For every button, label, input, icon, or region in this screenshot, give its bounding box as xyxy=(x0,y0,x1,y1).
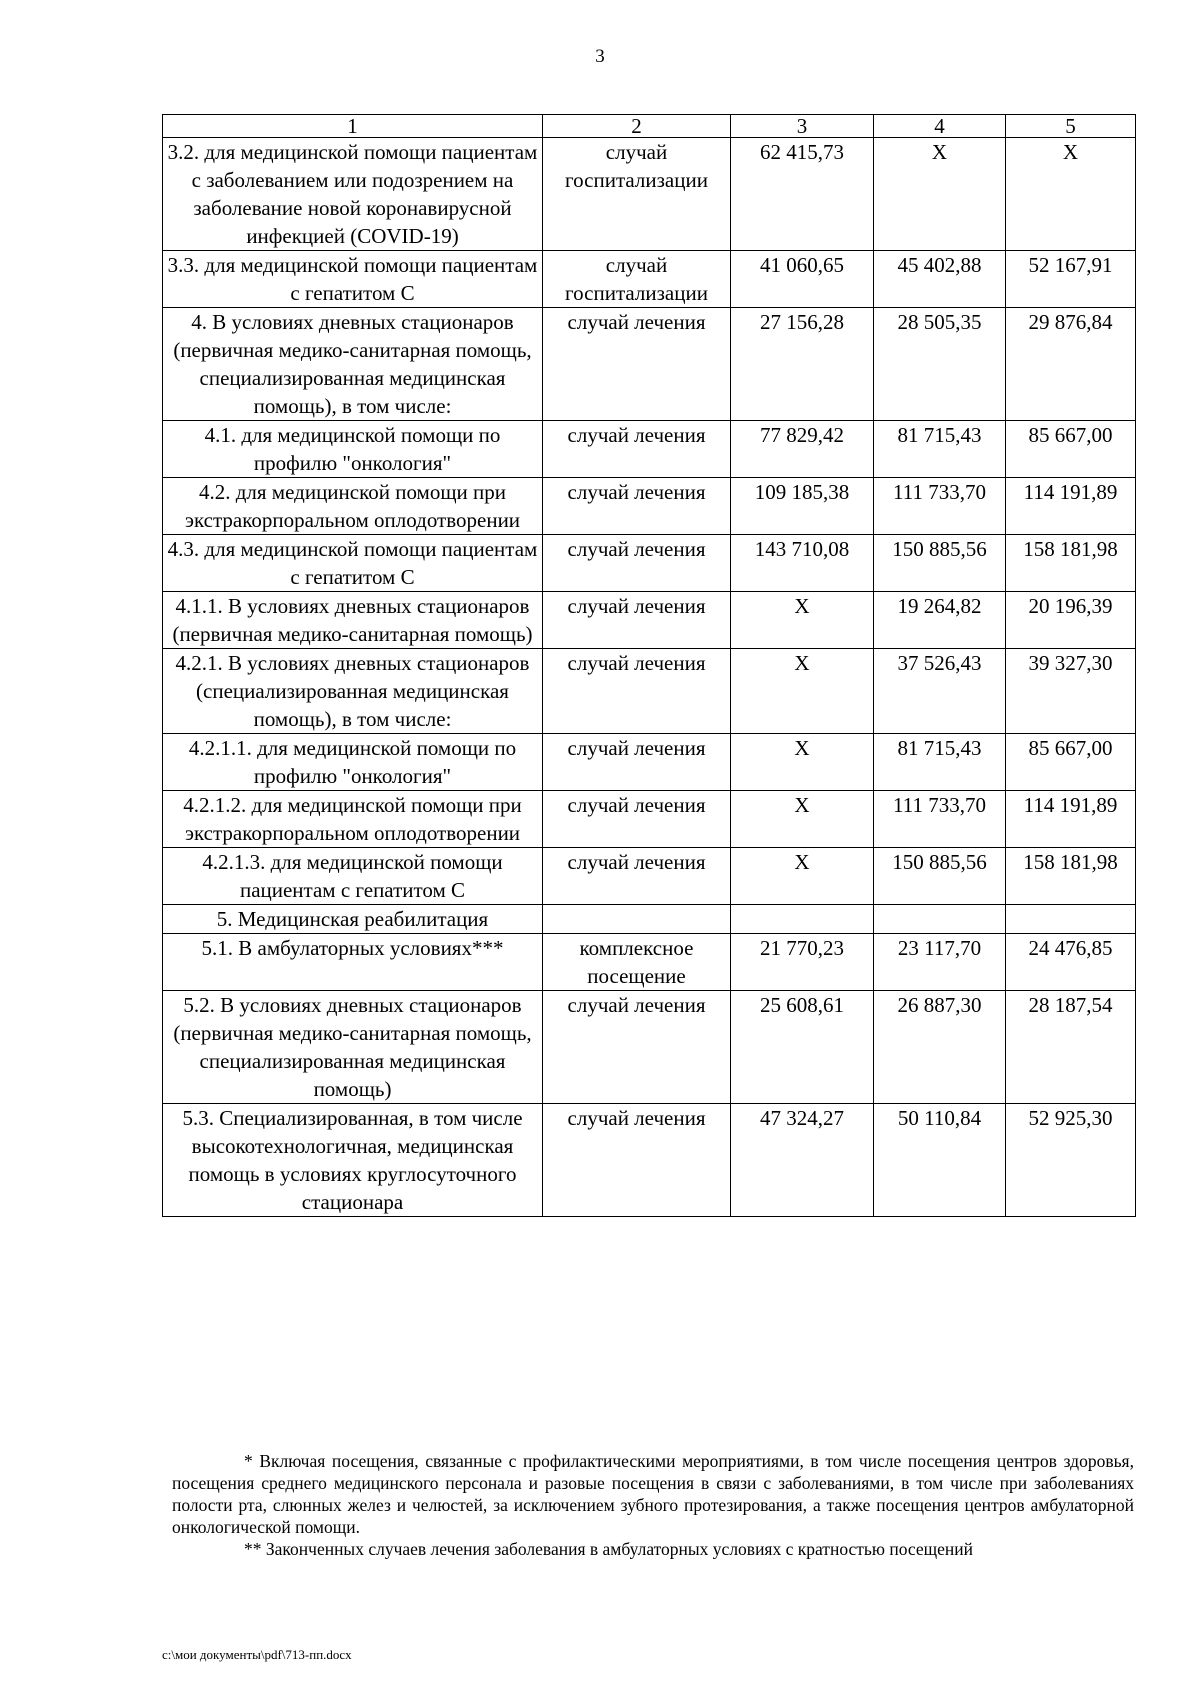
unit-cell: случай лечения xyxy=(543,421,731,478)
value-cell-5: 28 187,54 xyxy=(1006,991,1136,1104)
value-cell-3: X xyxy=(731,649,874,734)
table-row xyxy=(163,308,1136,421)
value-cell-4: 50 110,84 xyxy=(874,1104,1006,1217)
unit-cell: случай госпитализации xyxy=(543,251,731,308)
value-cell-3: 27 156,28 xyxy=(731,308,874,421)
unit-cell: случай лечения xyxy=(543,649,731,734)
unit-cell: случай лечения xyxy=(543,478,731,535)
footnote: * Включая посещения, связанные с профилактическими мероприятиями, в том числе посещения центров здоровья, посещения среднего медицинского персонала и разовые посещения в связи с заболеваниями, в том числе при заболеваниях полости рта, слюнных желез и челюстей, за исключением зубного протезирования, а также посещения центров амбулаторной онкологической помощи. xyxy=(172,1451,1134,1537)
row-label: 4.3. для медицинской помощи пациентам с гепатитом С xyxy=(163,535,543,592)
value-cell-3: 47 324,27 xyxy=(731,1104,874,1217)
value-cell-5: 114 191,89 xyxy=(1006,478,1136,535)
value-cell-5: 24 476,85 xyxy=(1006,934,1136,991)
value-cell-4: 150 885,56 xyxy=(874,848,1006,905)
row-label: 3.2. для медицинской помощи пациентам с заболеванием или подозрением на заболевание новой коронавирусной инфекцией (COVID-19) xyxy=(163,138,543,251)
row-label: 4.2.1.2. для медицинской помощи при экстракорпоральном оплодотворении xyxy=(163,791,543,848)
unit-cell: случай лечения xyxy=(543,592,731,649)
table-row xyxy=(163,905,1136,934)
value-cell-3: 77 829,42 xyxy=(731,421,874,478)
row-label: 5. Медицинская реабилитация xyxy=(163,905,543,934)
unit-cell: случай госпитализации xyxy=(543,138,731,251)
value-cell-4: 111 733,70 xyxy=(874,478,1006,535)
column-header: 5 xyxy=(1006,115,1136,138)
value-cell-5: 20 196,39 xyxy=(1006,592,1136,649)
value-cell-4: 81 715,43 xyxy=(874,734,1006,791)
value-cell-3: 21 770,23 xyxy=(731,934,874,991)
row-label: 4.1.1. В условиях дневных стационаров (первичная медико-санитарная помощь) xyxy=(163,592,543,649)
table-header-row xyxy=(163,115,1136,138)
value-cell-4: 45 402,88 xyxy=(874,251,1006,308)
unit-cell: случай лечения xyxy=(543,791,731,848)
value-cell-4: 19 264,82 xyxy=(874,592,1006,649)
row-label: 4. В условиях дневных стационаров (первичная медико-санитарная помощь, специализированная медицинская помощь), в том числе: xyxy=(163,308,543,421)
value-cell-5: 114 191,89 xyxy=(1006,791,1136,848)
document-path: c:\мои документы\pdf\713-пп.docx xyxy=(162,1647,352,1662)
value-cell-4: 150 885,56 xyxy=(874,535,1006,592)
table-row xyxy=(163,1104,1136,1217)
row-label: 4.2.1. В условиях дневных стационаров (специализированная медицинская помощь), в том числе: xyxy=(163,649,543,734)
value-cell-3: 62 415,73 xyxy=(731,138,874,251)
value-cell-3: X xyxy=(731,592,874,649)
value-cell-4: X xyxy=(874,138,1006,251)
table-row xyxy=(163,251,1136,308)
unit-cell xyxy=(543,905,731,934)
value-cell-3: X xyxy=(731,791,874,848)
unit-cell: случай лечения xyxy=(543,848,731,905)
table-row xyxy=(163,791,1136,848)
value-cell-5: 85 667,00 xyxy=(1006,734,1136,791)
value-cell-4 xyxy=(874,905,1006,934)
value-cell-3: 109 185,38 xyxy=(731,478,874,535)
value-cell-3: 143 710,08 xyxy=(731,535,874,592)
column-header: 4 xyxy=(874,115,1006,138)
unit-cell: случай лечения xyxy=(543,734,731,791)
value-cell-4: 37 526,43 xyxy=(874,649,1006,734)
value-cell-5 xyxy=(1006,905,1136,934)
table-row xyxy=(163,848,1136,905)
value-cell-5: 158 181,98 xyxy=(1006,848,1136,905)
row-label: 4.2.1.1. для медицинской помощи по профилю "онкология" xyxy=(163,734,543,791)
value-cell-4: 23 117,70 xyxy=(874,934,1006,991)
table-row xyxy=(163,734,1136,791)
value-cell-4: 81 715,43 xyxy=(874,421,1006,478)
value-cell-5: X xyxy=(1006,138,1136,251)
value-cell-4: 26 887,30 xyxy=(874,991,1006,1104)
row-label: 5.1. В амбулаторных условиях*** xyxy=(163,934,543,991)
row-label: 4.1. для медицинской помощи по профилю "онкология" xyxy=(163,421,543,478)
page-number: 3 xyxy=(595,46,605,67)
table-row xyxy=(163,649,1136,734)
column-header: 1 xyxy=(163,115,543,138)
column-header: 3 xyxy=(731,115,874,138)
value-cell-3: X xyxy=(731,848,874,905)
value-cell-3: 25 608,61 xyxy=(731,991,874,1104)
footnotes xyxy=(172,1450,1134,1560)
table-row xyxy=(163,592,1136,649)
unit-cell: случай лечения xyxy=(543,535,731,592)
table-row xyxy=(163,991,1136,1104)
row-label: 4.2.1.3. для медицинской помощи пациентам с гепатитом С xyxy=(163,848,543,905)
table-row xyxy=(163,421,1136,478)
value-cell-5: 52 925,30 xyxy=(1006,1104,1136,1217)
value-cell-3: X xyxy=(731,734,874,791)
value-cell-5: 52 167,91 xyxy=(1006,251,1136,308)
unit-cell: случай лечения xyxy=(543,1104,731,1217)
row-label: 5.3. Специализированная, в том числе высокотехнологичная, медицинская помощь в условиях круглосуточного стационара xyxy=(163,1104,543,1217)
table-row xyxy=(163,138,1136,251)
value-cell-5: 29 876,84 xyxy=(1006,308,1136,421)
table-row xyxy=(163,934,1136,991)
value-cell-4: 111 733,70 xyxy=(874,791,1006,848)
value-cell-5: 158 181,98 xyxy=(1006,535,1136,592)
unit-cell: случай лечения xyxy=(543,991,731,1104)
table-row xyxy=(163,478,1136,535)
value-cell-4: 28 505,35 xyxy=(874,308,1006,421)
table-row xyxy=(163,535,1136,592)
unit-cell: комплексное посещение xyxy=(543,934,731,991)
footnote: ** Законченных случаев лечения заболевания в амбулаторных условиях с кратностью посещений xyxy=(244,1539,973,1559)
row-label: 5.2. В условиях дневных стационаров (первичная медико-санитарная помощь, специализированная медицинская помощь) xyxy=(163,991,543,1104)
column-header: 2 xyxy=(543,115,731,138)
unit-cell: случай лечения xyxy=(543,308,731,421)
value-cell-3: 41 060,65 xyxy=(731,251,874,308)
tariff-table xyxy=(162,114,1136,1217)
value-cell-3 xyxy=(731,905,874,934)
row-label: 4.2. для медицинской помощи при экстракорпоральном оплодотворении xyxy=(163,478,543,535)
value-cell-5: 85 667,00 xyxy=(1006,421,1136,478)
row-label: 3.3. для медицинской помощи пациентам с гепатитом С xyxy=(163,251,543,308)
value-cell-5: 39 327,30 xyxy=(1006,649,1136,734)
